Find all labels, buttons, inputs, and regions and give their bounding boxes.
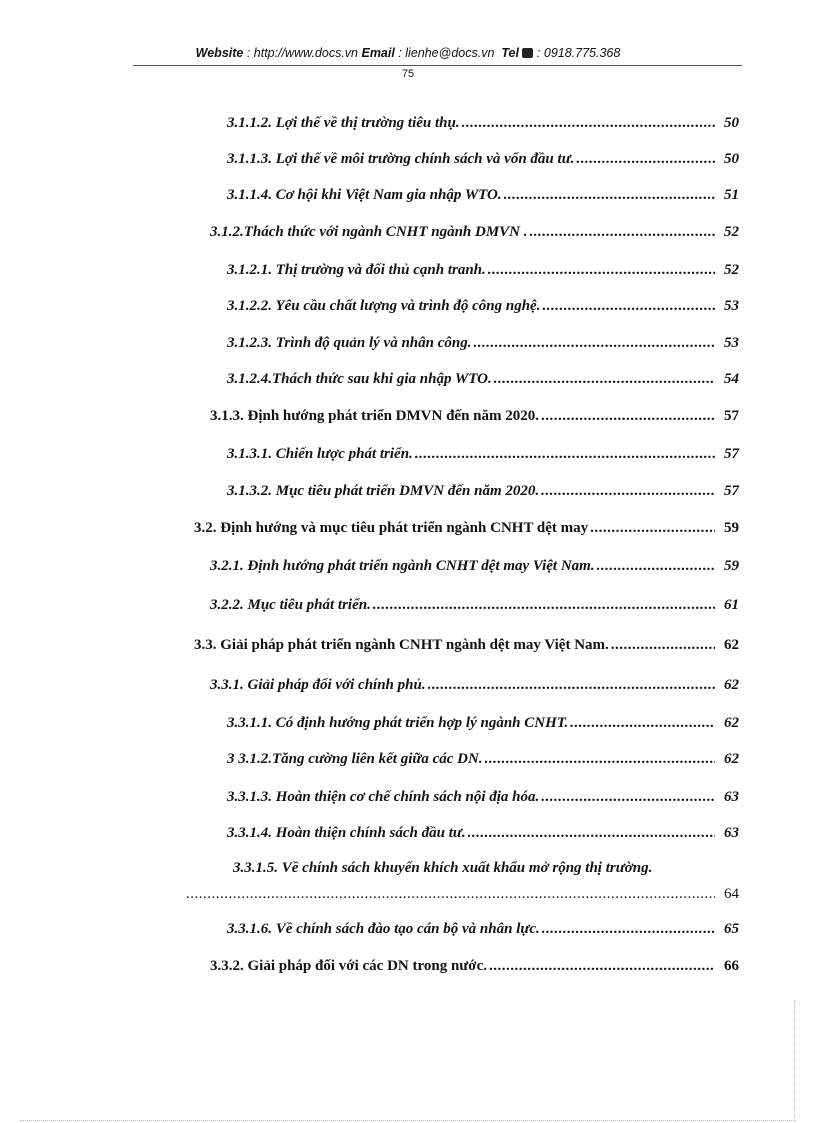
toc-entry[interactable]: [210, 677, 739, 694]
toc-title: 3.1.2.3. Trình độ quản lý và nhân công.: [227, 335, 472, 351]
toc-leader: [489, 958, 715, 975]
toc-title: 3.3.1. Giải pháp đối với chính phủ.: [210, 677, 426, 693]
toc-entry[interactable]: [210, 958, 739, 975]
toc-entry[interactable]: [227, 921, 739, 938]
toc-page: 59: [724, 520, 739, 536]
toc-title: 3.2. Định hướng và mục tiêu phát triển ngành CNHT dệt may: [194, 520, 589, 536]
toc-title: 3.3. Giải pháp phát triển ngành CNHT ngành dệt may Việt Nam.: [194, 637, 609, 653]
email-address[interactable]: lienhe@docs.vn: [405, 46, 495, 60]
email-label: Email: [361, 46, 395, 60]
toc-leader: [474, 335, 716, 352]
toc-entry[interactable]: [227, 789, 739, 806]
toc-page: 57: [724, 483, 739, 499]
toc-entry[interactable]: [227, 151, 739, 168]
toc-page: 62: [724, 751, 739, 767]
page-number: 75: [401, 68, 415, 80]
page-border-right: [794, 1000, 795, 1118]
toc-title: 3.1.2.2. Yêu cầu chất lượng và trình độ công nghệ.: [227, 298, 541, 314]
toc-title: 3.3.1.1. Có định hướng phát triển hợp lý ngành CNHT.: [227, 715, 569, 731]
toc-title: 3.1.3.2. Mục tiêu phát triển DMVN đến năm 2020.: [227, 483, 540, 499]
toc-page: 51: [724, 187, 739, 203]
toc-entry[interactable]: [194, 520, 739, 537]
toc-page: 62: [724, 677, 739, 693]
toc-leader: [485, 751, 715, 768]
toc-entry[interactable]: [227, 335, 739, 352]
toc-title: 3.3.1.4. Hoàn thiện chính sách đầu tư.: [227, 825, 466, 841]
toc-page: 66: [724, 958, 739, 974]
toc-title: 3.3.2. Giải pháp đối với các DN trong nước.: [210, 958, 488, 974]
toc-leader: [576, 151, 715, 168]
toc-page: 50: [724, 115, 739, 131]
toc-page: 64: [724, 886, 739, 902]
toc-page: 53: [724, 298, 739, 314]
toc-page: 65: [724, 921, 739, 937]
toc-entry[interactable]: [227, 825, 739, 842]
toc-title: 3.1.3. Định hướng phát triển DMVN đến năm 2020.: [210, 408, 540, 424]
toc-leader: [186, 886, 715, 903]
toc-title: 3.1.2.4.Thách thức sau khi gia nhập WTO.: [227, 371, 492, 387]
toc-page: 57: [724, 446, 739, 462]
toc-leader: [542, 921, 715, 938]
email-sep: :: [394, 46, 406, 60]
toc-leader: [611, 637, 715, 654]
toc-entry[interactable]: [227, 483, 739, 500]
tel-number: 0918.775.368: [543, 46, 621, 60]
website-url[interactable]: http://www.docs.vn: [253, 46, 358, 60]
toc-leader: [570, 715, 715, 732]
toc-entry[interactable]: [227, 371, 739, 388]
toc-leader: [428, 677, 715, 694]
tel-label: Tel: [501, 46, 519, 60]
toc-leader: [530, 224, 715, 241]
toc-page: 62: [724, 637, 739, 653]
toc-page: 62: [724, 715, 739, 731]
tel-sep: :: [533, 46, 544, 60]
toc-entry[interactable]: [227, 751, 739, 768]
toc-entry[interactable]: [227, 262, 739, 279]
toc-leader: [504, 187, 715, 204]
toc-entry-second-line: [186, 886, 739, 903]
toc-page: 50: [724, 151, 739, 167]
toc-leader: [541, 408, 715, 425]
toc-title: 3.2.2. Mục tiêu phát triển.: [210, 597, 371, 613]
toc-title: 3.2.1. Định hướng phát triển ngành CNHT dệt may Việt Nam.: [210, 558, 595, 574]
toc-leader: [494, 371, 715, 388]
website-label: Website: [195, 46, 244, 60]
toc-page: 59: [724, 558, 739, 574]
toc-title: 3.1.3.1. Chiến lược phát triển.: [227, 446, 413, 462]
toc-leader: [468, 825, 715, 842]
toc-page: 57: [724, 408, 739, 424]
toc-title: 3.1.1.3. Lợi thế về môi trường chính sách và vốn đầu tư.: [227, 151, 575, 167]
page-border-bottom: [20, 1120, 796, 1121]
toc-title: 3.3.1.5. Về chính sách khuyến khích xuất khẩu mở rộng thị trường.: [233, 860, 653, 876]
toc-title: 3.1.1.2. Lợi thế về thị trường tiêu thụ.: [227, 115, 460, 131]
toc-leader: [488, 262, 715, 279]
toc-leader: [415, 446, 715, 463]
website-sep: :: [243, 46, 254, 60]
toc-entry[interactable]: [210, 224, 739, 241]
toc-entry[interactable]: [210, 597, 739, 614]
toc-entry[interactable]: [227, 115, 739, 132]
toc-page: 53: [724, 335, 739, 351]
toc-title: 3.3.1.6. Về chính sách đào tạo cán bộ và nhân lực.: [227, 921, 540, 937]
toc-entry[interactable]: [194, 637, 739, 654]
toc-leader: [542, 298, 715, 315]
toc-entry[interactable]: [227, 187, 739, 204]
toc-title: 3.1.1.4. Cơ hội khi Việt Nam gia nhập WTO.: [227, 187, 502, 203]
toc-leader: [462, 115, 715, 132]
toc-title: 3.1.2.Thách thức với ngành CNHT ngành DMVN .: [210, 224, 528, 240]
toc-page: 63: [724, 789, 739, 805]
toc-entry[interactable]: [227, 298, 739, 315]
toc-title: 3.3.1.3. Hoàn thiện cơ chế chính sách nội địa hóa.: [227, 789, 540, 805]
toc-entry[interactable]: [210, 408, 739, 425]
toc-leader: [590, 520, 715, 537]
toc-leader: [373, 597, 715, 614]
toc-entry[interactable]: [227, 446, 739, 463]
toc-entry[interactable]: [210, 558, 739, 575]
toc-leader: [597, 558, 715, 575]
toc-page: 54: [724, 371, 739, 387]
toc-leader: [541, 483, 715, 500]
toc-page: 63: [724, 825, 739, 841]
toc-page: 61: [724, 597, 739, 613]
toc-title: 3 3.1.2.Tăng cường liên kết giữa các DN.: [227, 751, 483, 767]
toc-page: 52: [724, 224, 739, 240]
toc-page: 52: [724, 262, 739, 278]
toc-title: 3.1.2.1. Thị trường và đối thủ cạnh tranh.: [227, 262, 486, 278]
toc-leader: [541, 789, 715, 806]
toc-entry[interactable]: [227, 715, 739, 732]
